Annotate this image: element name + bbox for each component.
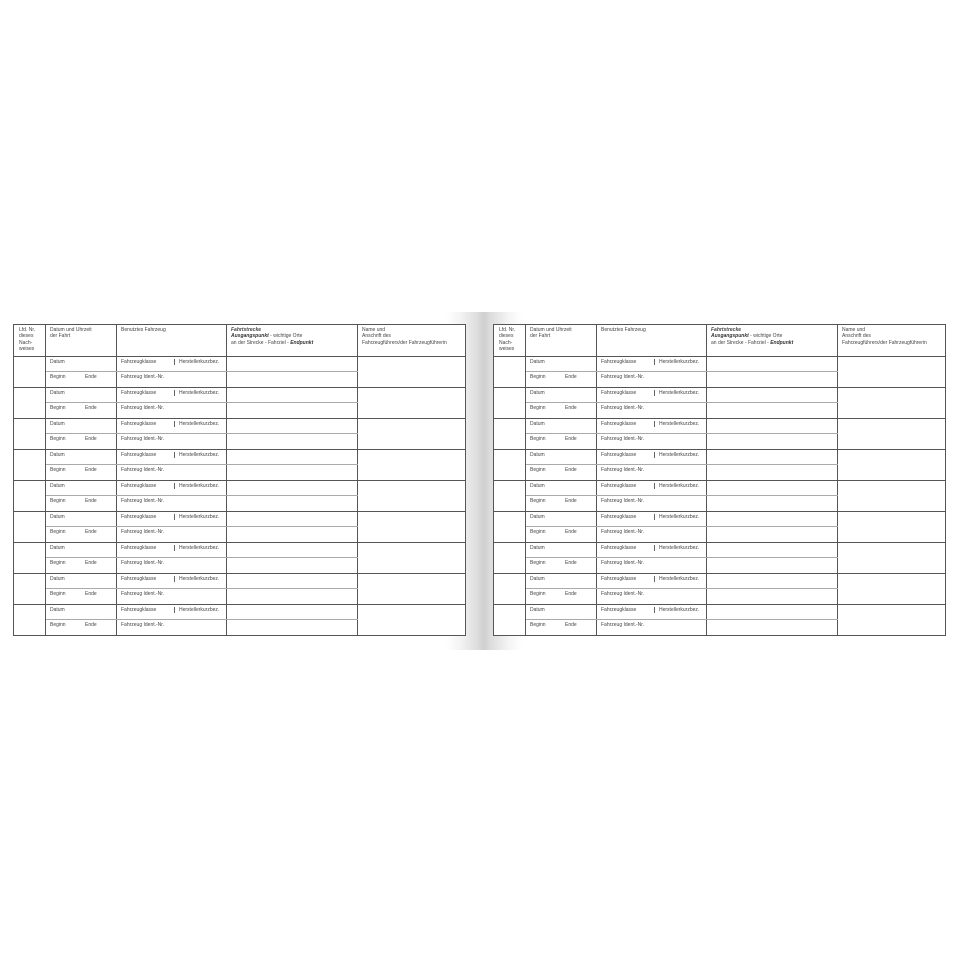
header-datum-uhrzeit: der Fahrt — [50, 333, 71, 340]
fahrzeugklasse-label: Fahrzeugklasse — [601, 452, 637, 458]
row-divider — [494, 573, 945, 574]
fahrzeug-ident-label: Fahrzeug Ident.-Nr. — [121, 622, 165, 628]
ende-label: Ende — [85, 374, 97, 380]
row-mid-divider — [46, 433, 358, 434]
datum-label: Datum — [50, 483, 65, 489]
header-datum-uhrzeit: Datum und Uhrzeit — [530, 327, 572, 333]
logbook-page-right — [493, 324, 946, 636]
datum-label: Datum — [530, 576, 545, 582]
herstellerkurzbez-label: Herstellerkurzbez. — [179, 514, 220, 520]
row-divider — [14, 418, 465, 419]
row-divider — [494, 542, 945, 543]
header-datum-uhrzeit: der Fahrt — [530, 333, 551, 340]
datum-label: Datum — [530, 452, 545, 458]
ende-label: Ende — [565, 436, 577, 442]
beginn-label: Beginn — [50, 622, 66, 628]
herstellerkurzbez-label: Herstellerkurzbez. — [659, 576, 700, 582]
field-separator — [174, 545, 175, 551]
header-fahrtstrecke: Fahrtstrecke — [231, 327, 262, 333]
fahrzeug-ident-label: Fahrzeug Ident.-Nr. — [121, 467, 165, 473]
datum-label: Datum — [50, 359, 65, 365]
row-divider — [14, 449, 465, 450]
header-lfd-nr: dieses — [19, 333, 34, 340]
datum-label: Datum — [530, 421, 545, 427]
fahrzeugklasse-label: Fahrzeugklasse — [121, 359, 157, 365]
fahrzeugklasse-label: Fahrzeugklasse — [601, 359, 637, 365]
row-divider — [14, 542, 465, 543]
datum-label: Datum — [50, 390, 65, 396]
row-mid-divider — [46, 526, 358, 527]
fahrzeug-ident-label: Fahrzeug Ident.-Nr. — [601, 498, 645, 504]
field-separator — [654, 452, 655, 458]
ende-label: Ende — [85, 436, 97, 442]
fahrzeugklasse-label: Fahrzeugklasse — [601, 483, 637, 489]
ende-label: Ende — [565, 374, 577, 380]
datum-label: Datum — [530, 390, 545, 396]
logbook-page-left — [13, 324, 466, 636]
fahrzeugklasse-label: Fahrzeugklasse — [601, 576, 637, 582]
beginn-label: Beginn — [530, 498, 546, 504]
row-mid-divider — [46, 371, 358, 372]
field-separator — [174, 421, 175, 427]
field-separator — [654, 359, 655, 365]
fahrzeugklasse-label: Fahrzeugklasse — [121, 607, 157, 613]
fahrzeug-ident-label: Fahrzeug Ident.-Nr. — [121, 374, 165, 380]
ende-label: Ende — [85, 591, 97, 597]
herstellerkurzbez-label: Herstellerkurzbez. — [179, 576, 220, 582]
ende-label: Ende — [565, 498, 577, 504]
beginn-label: Beginn — [530, 405, 546, 411]
row-divider — [494, 418, 945, 419]
fahrzeugklasse-label: Fahrzeugklasse — [121, 452, 157, 458]
beginn-label: Beginn — [50, 405, 66, 411]
header-lfd-nr: weises — [499, 346, 515, 353]
fahrzeug-ident-label: Fahrzeug Ident.-Nr. — [121, 591, 165, 597]
row-mid-divider — [526, 464, 838, 465]
beginn-label: Beginn — [50, 436, 66, 442]
field-separator — [174, 483, 175, 489]
header-datum-uhrzeit: Datum und Uhrzeit — [50, 327, 92, 333]
row-divider — [14, 511, 465, 512]
header-endpunkt: Endpunkt — [770, 339, 794, 346]
field-separator — [174, 576, 175, 582]
header-name-anschrift: Fahrzeugführers/der Fahrzeugführerin — [362, 339, 447, 346]
beginn-label: Beginn — [530, 436, 546, 442]
row-mid-divider — [526, 433, 838, 434]
fahrzeugklasse-label: Fahrzeugklasse — [601, 545, 637, 551]
ende-label: Ende — [85, 405, 97, 411]
herstellerkurzbez-label: Herstellerkurzbez. — [179, 359, 220, 365]
herstellerkurzbez-label: Herstellerkurzbez. — [179, 607, 220, 613]
row-divider — [494, 387, 945, 388]
ende-label: Ende — [85, 498, 97, 504]
row-divider — [14, 480, 465, 481]
row-mid-divider — [46, 402, 358, 403]
field-separator — [174, 359, 175, 365]
row-divider — [494, 604, 945, 605]
header-ausgangspunkt: Ausgangspunkt — [711, 333, 749, 340]
ende-label: Ende — [565, 560, 577, 566]
fahrzeugklasse-label: Fahrzeugklasse — [601, 607, 637, 613]
beginn-label: Beginn — [50, 467, 66, 473]
field-separator — [654, 483, 655, 489]
ende-label: Ende — [565, 467, 577, 473]
herstellerkurzbez-label: Herstellerkurzbez. — [179, 545, 220, 551]
ende-label: Ende — [85, 622, 97, 628]
field-separator — [174, 607, 175, 613]
fahrzeug-ident-label: Fahrzeug Ident.-Nr. — [601, 529, 645, 535]
beginn-label: Beginn — [50, 591, 66, 597]
datum-label: Datum — [50, 607, 65, 613]
field-separator — [654, 545, 655, 551]
herstellerkurzbez-label: Herstellerkurzbez. — [179, 390, 220, 396]
header-divider — [494, 356, 945, 357]
header-name-anschrift: Name und — [362, 327, 386, 333]
fahrzeug-ident-label: Fahrzeug Ident.-Nr. — [121, 436, 165, 442]
field-separator — [654, 607, 655, 613]
field-separator — [654, 390, 655, 396]
header-divider — [14, 356, 465, 357]
fahrzeugklasse-label: Fahrzeugklasse — [121, 390, 157, 396]
header-wichtige-orte: - wichtige Orte — [268, 333, 303, 340]
datum-label: Datum — [50, 576, 65, 582]
fahrzeugklasse-label: Fahrzeugklasse — [121, 576, 157, 582]
ende-label: Ende — [565, 529, 577, 535]
row-mid-divider — [46, 588, 358, 589]
header-lfd-nr: dieses — [499, 333, 514, 340]
herstellerkurzbez-label: Herstellerkurzbez. — [179, 452, 220, 458]
header-benutztes-fahrzeug: Benutztes Fahrzeug — [121, 327, 166, 333]
header-name-anschrift: Fahrzeugführers/der Fahrzeugführerin — [842, 339, 927, 346]
fahrzeug-ident-label: Fahrzeug Ident.-Nr. — [121, 529, 165, 535]
fahrzeug-ident-label: Fahrzeug Ident.-Nr. — [601, 436, 645, 442]
field-separator — [174, 514, 175, 520]
beginn-label: Beginn — [530, 622, 546, 628]
herstellerkurzbez-label: Herstellerkurzbez. — [659, 545, 700, 551]
header-ausgangspunkt-line — [231, 333, 302, 339]
beginn-label: Beginn — [50, 560, 66, 566]
header-fahrtstrecke: Fahrtstrecke — [711, 327, 742, 333]
ende-label: Ende — [85, 529, 97, 535]
header-endpunkt: Endpunkt — [290, 339, 314, 346]
herstellerkurzbez-label: Herstellerkurzbez. — [659, 514, 700, 520]
datum-label: Datum — [50, 545, 65, 551]
beginn-label: Beginn — [530, 591, 546, 597]
beginn-label: Beginn — [530, 374, 546, 380]
fahrzeugklasse-label: Fahrzeugklasse — [601, 421, 637, 427]
header-lfd-nr: Lfd. Nr. — [499, 327, 516, 333]
header-ausgangspunkt-line — [711, 333, 782, 339]
field-separator — [654, 421, 655, 427]
fahrzeug-ident-label: Fahrzeug Ident.-Nr. — [601, 591, 645, 597]
beginn-label: Beginn — [530, 467, 546, 473]
row-mid-divider — [46, 464, 358, 465]
herstellerkurzbez-label: Herstellerkurzbez. — [659, 607, 700, 613]
header-lfd-nr: Lfd. Nr. — [19, 327, 36, 333]
datum-label: Datum — [530, 545, 545, 551]
fahrzeug-ident-label: Fahrzeug Ident.-Nr. — [601, 467, 645, 473]
fahrzeugklasse-label: Fahrzeugklasse — [121, 514, 157, 520]
row-mid-divider — [526, 588, 838, 589]
field-separator — [654, 576, 655, 582]
header-lfd-nr: Nach- — [499, 339, 513, 346]
header-name-anschrift: Anschrift des — [362, 333, 391, 340]
datum-label: Datum — [530, 359, 545, 365]
field-separator — [174, 452, 175, 458]
beginn-label: Beginn — [50, 529, 66, 535]
fahrzeug-ident-label: Fahrzeug Ident.-Nr. — [121, 560, 165, 566]
herstellerkurzbez-label: Herstellerkurzbez. — [659, 483, 700, 489]
fahrzeugklasse-label: Fahrzeugklasse — [121, 421, 157, 427]
header-name-anschrift: Name und — [842, 327, 866, 333]
herstellerkurzbez-label: Herstellerkurzbez. — [659, 421, 700, 427]
herstellerkurzbez-label: Herstellerkurzbez. — [179, 483, 220, 489]
row-divider — [494, 480, 945, 481]
row-divider — [14, 573, 465, 574]
header-endpunkt-line — [231, 340, 313, 346]
fahrzeugklasse-label: Fahrzeugklasse — [601, 514, 637, 520]
row-divider — [14, 387, 465, 388]
row-mid-divider — [46, 557, 358, 558]
field-separator — [654, 514, 655, 520]
header-lfd-nr: Nach- — [19, 339, 33, 346]
beginn-label: Beginn — [530, 529, 546, 535]
fahrzeug-ident-label: Fahrzeug Ident.-Nr. — [121, 498, 165, 504]
row-divider — [494, 449, 945, 450]
ende-label: Ende — [85, 467, 97, 473]
datum-label: Datum — [530, 483, 545, 489]
beginn-label: Beginn — [50, 498, 66, 504]
fahrzeug-ident-label: Fahrzeug Ident.-Nr. — [601, 405, 645, 411]
datum-label: Datum — [50, 452, 65, 458]
ende-label: Ende — [85, 560, 97, 566]
herstellerkurzbez-label: Herstellerkurzbez. — [659, 359, 700, 365]
datum-label: Datum — [50, 421, 65, 427]
fahrzeug-ident-label: Fahrzeug Ident.-Nr. — [601, 374, 645, 380]
fahrzeugklasse-label: Fahrzeugklasse — [601, 390, 637, 396]
fahrzeug-ident-label: Fahrzeug Ident.-Nr. — [601, 560, 645, 566]
row-mid-divider — [526, 402, 838, 403]
header-benutztes-fahrzeug: Benutztes Fahrzeug — [601, 327, 646, 333]
datum-label: Datum — [50, 514, 65, 520]
row-mid-divider — [46, 495, 358, 496]
fahrzeugklasse-label: Fahrzeugklasse — [121, 483, 157, 489]
herstellerkurzbez-label: Herstellerkurzbez. — [659, 390, 700, 396]
header-strecke-fahrziel: an der Strecke - Fahrziel - — [711, 339, 771, 346]
row-divider — [494, 511, 945, 512]
header-name-anschrift: Anschrift des — [842, 333, 871, 340]
ende-label: Ende — [565, 622, 577, 628]
row-mid-divider — [526, 371, 838, 372]
header-endpunkt-line — [711, 340, 793, 346]
datum-label: Datum — [530, 607, 545, 613]
field-separator — [174, 390, 175, 396]
row-mid-divider — [526, 619, 838, 620]
beginn-label: Beginn — [530, 560, 546, 566]
datum-label: Datum — [530, 514, 545, 520]
row-mid-divider — [526, 495, 838, 496]
row-mid-divider — [46, 619, 358, 620]
fahrzeug-ident-label: Fahrzeug Ident.-Nr. — [601, 622, 645, 628]
ende-label: Ende — [565, 591, 577, 597]
header-strecke-fahrziel: an der Strecke - Fahrziel - — [231, 339, 291, 346]
row-mid-divider — [526, 557, 838, 558]
herstellerkurzbez-label: Herstellerkurzbez. — [179, 421, 220, 427]
row-mid-divider — [526, 526, 838, 527]
fahrzeug-ident-label: Fahrzeug Ident.-Nr. — [121, 405, 165, 411]
header-wichtige-orte: - wichtige Orte — [748, 333, 783, 340]
beginn-label: Beginn — [50, 374, 66, 380]
row-divider — [14, 604, 465, 605]
header-lfd-nr: weises — [19, 346, 35, 353]
header-ausgangspunkt: Ausgangspunkt — [231, 333, 269, 340]
herstellerkurzbez-label: Herstellerkurzbez. — [659, 452, 700, 458]
fahrzeugklasse-label: Fahrzeugklasse — [121, 545, 157, 551]
ende-label: Ende — [565, 405, 577, 411]
